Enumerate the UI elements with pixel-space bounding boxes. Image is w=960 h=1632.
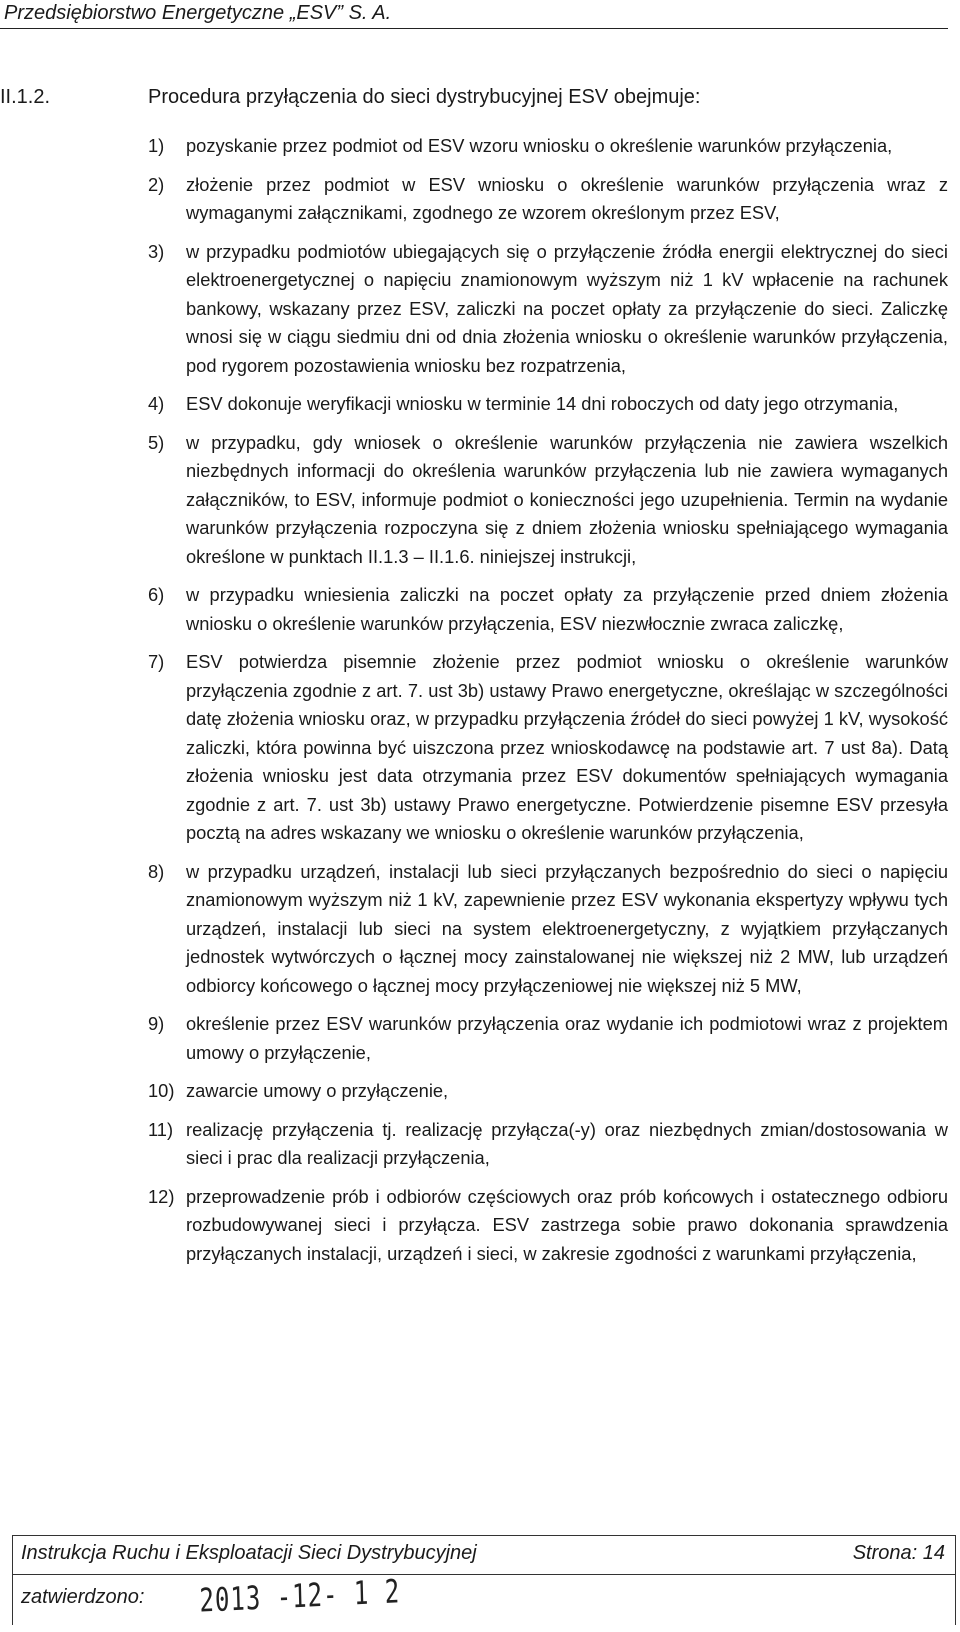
procedure-step: [148, 429, 948, 572]
step-number: 7): [148, 651, 165, 672]
footer-top-row: [13, 1536, 955, 1575]
procedure-step: [148, 390, 948, 419]
header-divider: [0, 28, 948, 29]
step-text: pozyskanie przez podmiot od ESV wzoru wniosku o określenie warunków przyłączenia,: [186, 135, 893, 156]
step-text: w przypadku urządzeń, instalacji lub sieci przyłączanych bezpośrednio do sieci o napięciu znamionowym wyższym niż 1 kV, zapewnienie przez ESV wykonania ekspertyzy wpływu tych urządzeń, instalacji lub sieci na system elektroenergetyczny, z wyjątkiem przyłączanych jednostek wytwórczych o łącznej mocy zainstalowanej nie większej niż 2 MW, lub urządzeń odbiorcy końcowego o łącznej mocy przyłączeniowej nie większej niż 5 MW,: [186, 860, 948, 996]
section-heading: Procedura przyłączenia do sieci dystrybucyjnej ESV obejmuje:: [148, 86, 701, 108]
step-number: 9): [148, 1013, 165, 1034]
document-header-title: Przedsiębiorstwo Energetyczne „ESV” S. A.: [4, 2, 392, 24]
step-number: 2): [148, 173, 165, 195]
step-number: 10): [148, 1080, 175, 1101]
approved-label: zatwierdzono:: [21, 1586, 145, 1608]
procedure-step: [148, 1116, 948, 1173]
step-number: 11): [148, 1118, 174, 1140]
step-text: złożenie przez podmiot w ESV wniosku o określenie warunków przyłączenia wraz z wymaganymi załącznikami, zgodnego ze wzorem określonym przez ESV,: [186, 173, 948, 223]
step-text: określenie przez ESV warunków przyłączenia oraz wydanie ich podmiotowi wraz z projektem umowy o przyłączenie,: [186, 1013, 948, 1063]
procedure-step: [148, 238, 948, 381]
step-number: 5): [148, 431, 165, 453]
step-text: przeprowadzenie prób i odbiorów częściowych oraz prób końcowych i ostatecznego odbioru rozbudowywanej sieci i przyłącza. ESV zastrzega sobie prawo dokonania sprawdzenia przyłączanych instalacji, urządzeń i sieci, w zakresie zgodności z warunkami przyłączenia,: [186, 1185, 948, 1264]
document-footer: [12, 1535, 956, 1625]
procedure-steps-list: [148, 132, 948, 1278]
procedure-step: [148, 648, 948, 848]
section-number: II.1.2.: [0, 86, 51, 108]
procedure-step: [148, 858, 948, 1001]
approved-date-stamp: 2013 -12- 1 2: [199, 1572, 401, 1620]
step-number: 1): [148, 135, 165, 156]
step-text: w przypadku wniesienia zaliczki na poczet opłaty za przyłączenie przed dniem złożenia wniosku o określenie warunków przyłączenia, ESV niezwłocznie zwraca zaliczkę,: [186, 584, 948, 634]
step-text: zawarcie umowy o przyłączenie,: [186, 1080, 449, 1101]
step-number: 12): [148, 1185, 175, 1207]
procedure-step: [148, 581, 948, 638]
procedure-step: [148, 1077, 948, 1106]
procedure-step: [148, 132, 948, 161]
procedure-step: [148, 1183, 948, 1269]
step-number: 8): [148, 860, 165, 882]
procedure-step: [148, 171, 948, 228]
step-number: 4): [148, 393, 165, 414]
step-text: w przypadku podmiotów ubiegających się o przyłączenie źródła energii elektrycznej do sieci elektroenergetycznej o napięciu znamionowym wyższym niż 1 kV wpłacenie na rachunek bankowy, wskazany przez ESV, zaliczki na poczet opłaty za przyłączenie do sieci. Zaliczkę wnosi się w ciągu siedmiu dni od dnia złożenia wniosku o określenie warunków przyłączenia, pod rygorem pozostawienia wniosku bez rozpatrzenia,: [186, 240, 948, 376]
step-number: 6): [148, 584, 165, 605]
footer-document-name: Instrukcja Ruchu i Eksploatacji Sieci Dystrybucyjnej: [21, 1542, 477, 1564]
procedure-step: [148, 1010, 948, 1067]
page-number: Strona: 14: [852, 1542, 945, 1564]
step-text: ESV dokonuje weryfikacji wniosku w terminie 14 dni roboczych od daty jego otrzymania,: [186, 393, 899, 414]
step-number: 3): [148, 240, 165, 262]
step-text: ESV potwierdza pisemnie złożenie przez podmiot wniosku o określenie warunków przyłączenia zgodnie z art. 7. ust 3b) ustawy Prawo energetyczne, określając w szczególności datę złożenia wniosku oraz, w przypadku przyłączenia źródeł do sieci powyżej 1 kV, wysokość zaliczki, która powinna być uiszczona przez wnioskodawcę na podstawie art. 7 ust 8a). Datą złożenia wniosku jest data otrzymania przez ESV dokumentów spełniających wymagania zgodnie z art. 7. ust 3b) ustawy Prawo energetyczne. Potwierdzenie pisemne ESV przesyła pocztą na adres wskazany we wniosku o określenie warunków przyłączenia,: [186, 651, 948, 843]
step-text: realizację przyłączenia tj. realizację przyłącza(-y) oraz niezbędnych zmian/dostosowania w sieci i prac dla realizacji przyłączenia,: [186, 1118, 948, 1168]
step-text: w przypadku, gdy wniosek o określenie warunków przyłączenia nie zawiera wszelkich niezbędnych informacji do określenia warunków przyłączenia lub nie zawiera wymaganych załączników, to ESV, informuje podmiot o konieczności jego uzupełnienia. Termin na wydanie warunków przyłączenia rozpoczyna się z dniem złożenia wniosku spełniającego wymagania określone w punktach II.1.3 – II.1.6. niniejszej instrukcji,: [186, 431, 948, 567]
